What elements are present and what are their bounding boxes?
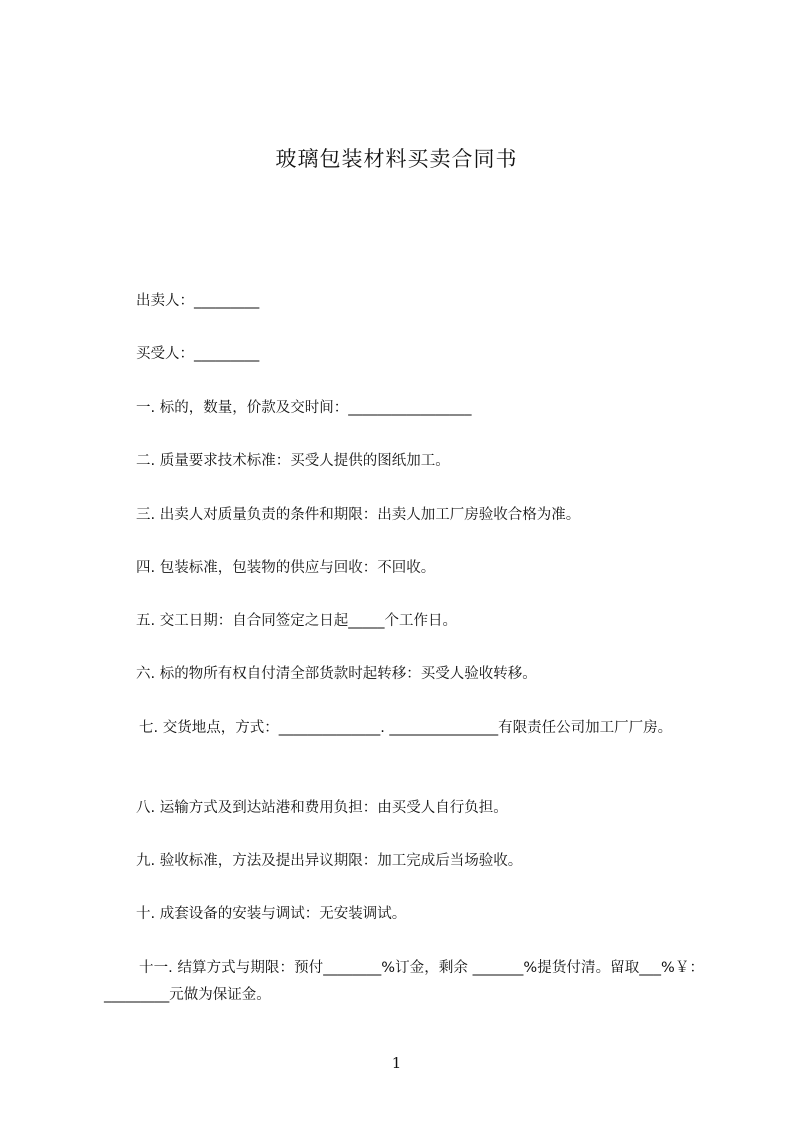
page-number: 1 xyxy=(391,1054,402,1072)
page-title: 玻璃包装材料买卖合同书 xyxy=(275,147,518,171)
clause-3: 三. 出卖人对质量负责的条件和期限：出卖人加工厂房验收合格为准。 xyxy=(136,507,581,523)
buyer-line: 买受人：_________ xyxy=(136,346,260,362)
clause-1: 一. 标的，数量，价款及交时间：_________________ xyxy=(136,400,472,416)
clause-11: 十一. 结算方式与期限：预付________%订金，剩余 _______%提货付清。留取___%￥：_________元做为保证金。 xyxy=(104,960,704,1003)
clause-9: 九. 验收标准，方法及提出异议期限：加工完成后当场验收。 xyxy=(136,853,523,869)
clause-10: 十. 成套设备的安装与调试：无安装调试。 xyxy=(136,906,407,922)
clause-8: 八. 运输方式及到达站港和费用负担：由买受人自行负担。 xyxy=(136,800,508,816)
clause-2: 二. 质量要求技术标准：买受人提供的图纸加工。 xyxy=(136,453,450,469)
seller-line: 出卖人：_________ xyxy=(136,293,260,309)
clause-7: 七. 交货地点，方式：______________. _______________有限责任公司加工厂厂房。 xyxy=(139,720,673,736)
clause-6: 六. 标的物所有权自付清全部货款时起转移：买受人验收转移。 xyxy=(136,666,537,682)
clause-4: 四. 包装标准，包装物的供应与回收：不回收。 xyxy=(136,560,436,576)
clause-5: 五. 交工日期：自合同签定之日起_____个工作日。 xyxy=(136,613,457,629)
